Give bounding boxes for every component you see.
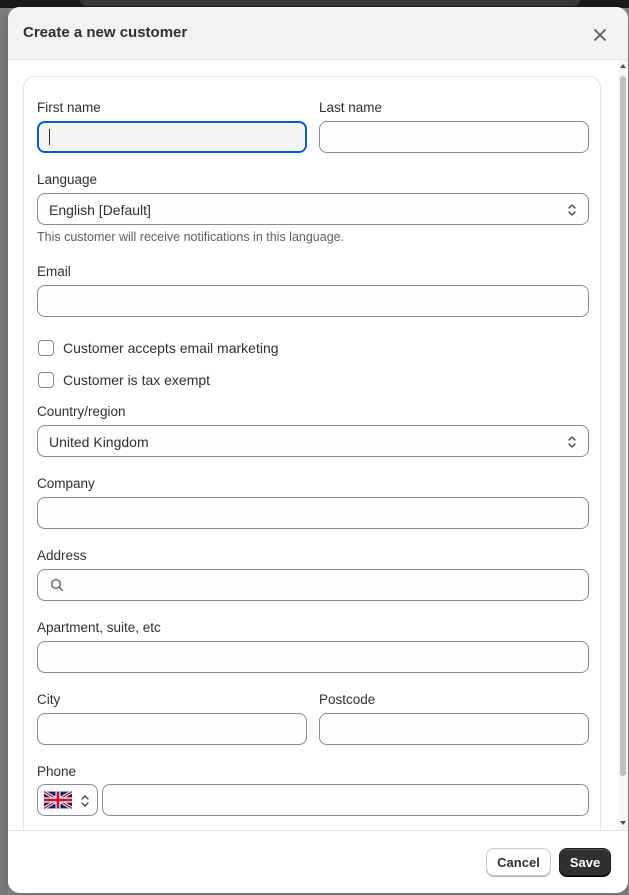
- company-input[interactable]: [37, 497, 589, 529]
- language-help-text: This customer will receive notifications in this language.: [37, 230, 345, 244]
- language-select[interactable]: [37, 193, 589, 225]
- phone-label: Phone: [37, 764, 77, 779]
- modal-title: Create a new customer: [23, 24, 188, 41]
- email-label: Email: [37, 264, 71, 279]
- last-name-input[interactable]: [319, 121, 589, 153]
- modal-body: [8, 60, 618, 830]
- city-label: City: [37, 692, 61, 707]
- search-icon: [50, 578, 64, 592]
- scroll-up-arrow-icon[interactable]: [619, 62, 627, 70]
- last-name-label: Last name: [319, 100, 383, 115]
- create-customer-modal: [8, 7, 628, 893]
- scroll-thumb[interactable]: [620, 76, 626, 776]
- text-cursor: [49, 129, 50, 145]
- apartment-label: Apartment, suite, etc: [37, 620, 161, 635]
- select-chevron-icon: [566, 202, 578, 218]
- modal-header: [8, 7, 628, 60]
- country-label: Country/region: [37, 404, 126, 419]
- tax-exempt-label[interactable]: Customer is tax exempt: [63, 372, 211, 388]
- cancel-button[interactable]: Cancel: [486, 848, 551, 876]
- customer-form-card: [23, 76, 601, 830]
- backdrop-overlay: [0, 8, 8, 895]
- email-input[interactable]: [37, 285, 589, 317]
- tax-exempt-checkbox[interactable]: [38, 372, 54, 388]
- save-button[interactable]: Save: [559, 848, 611, 876]
- email-marketing-label[interactable]: Customer accepts email marketing: [63, 340, 279, 356]
- address-label: Address: [37, 548, 87, 563]
- select-chevron-icon: [79, 793, 91, 809]
- postcode-label: Postcode: [319, 692, 376, 707]
- apartment-input[interactable]: [37, 641, 589, 673]
- country-value: United Kingdom: [49, 434, 149, 450]
- postcode-input[interactable]: [319, 713, 589, 745]
- company-label: Company: [37, 476, 95, 491]
- language-value: English [Default]: [49, 202, 151, 218]
- scroll-down-arrow-icon[interactable]: [619, 819, 627, 827]
- backdrop-search-bar: [80, 0, 580, 6]
- close-button[interactable]: [588, 23, 612, 47]
- first-name-input[interactable]: [37, 121, 307, 153]
- phone-input[interactable]: [102, 784, 589, 816]
- select-chevron-icon: [566, 434, 578, 450]
- uk-flag-icon: [44, 791, 72, 809]
- city-input[interactable]: [37, 713, 307, 745]
- language-label: Language: [37, 172, 98, 187]
- email-marketing-checkbox[interactable]: [38, 340, 54, 356]
- first-name-label: First name: [37, 100, 101, 115]
- country-select[interactable]: [37, 425, 589, 457]
- phone-country-select[interactable]: [37, 784, 98, 816]
- modal-scrollbar[interactable]: [618, 60, 628, 830]
- address-input[interactable]: [37, 569, 589, 601]
- close-icon: [588, 23, 612, 47]
- modal-footer: [8, 830, 628, 893]
